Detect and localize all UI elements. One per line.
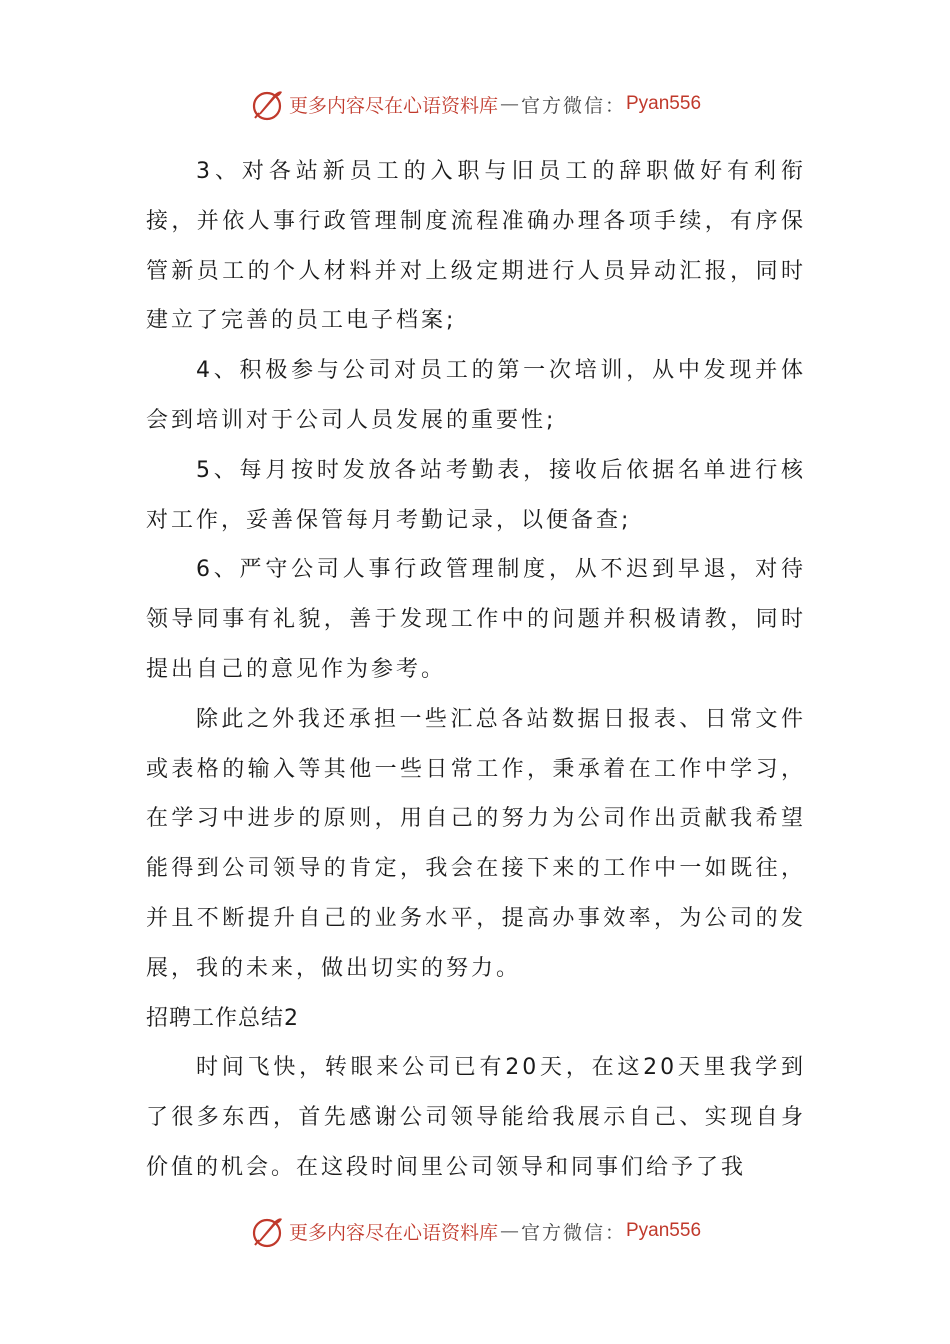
watermark-banner-bottom (0, 1211, 950, 1251)
paragraph-item-5: 5、每月按时发放各站考勤表，接收后依据名单进行核对工作，妥善保管每月考勤记录，以便备查; (146, 457, 806, 533)
watermark-official-label: 官方微信： (520, 94, 626, 117)
quill-pen-logo-icon (249, 86, 285, 122)
watermark-banner-top (0, 84, 950, 124)
paragraph-item-3: 3、对各站新员工的入职与旧员工的辞职做好有利衔接，并依人事行政管理制度流程准确办理各项手续，有序保管新员工的个人材料并对上级定期进行人员异动汇报，同时建立了完善的员工电子档案; (146, 159, 806, 334)
quill-pen-logo-icon (249, 1213, 285, 1249)
paragraph-item-6: 6、严守公司人事行政管理制度，从不迟到早退，对待领导同事有礼貌，善于发现工作中的问题并积极请教，同时提出自己的意见作为参考。 (146, 557, 806, 682)
paragraph-section-2-intro: 时间飞快，转眼来公司已有20天，在这20天里我学到了很多东西，首先感谢公司领导能给我展示自己、实现自身价值的机会。在这段时间里公司领导和同事们给予了我 (146, 1055, 806, 1180)
watermark-wechat-id: Pyan556 (626, 1220, 702, 1241)
section-heading: 招聘工作总结2 (146, 1005, 299, 1031)
document-body (146, 147, 806, 1193)
watermark-site-text: 更多内容尽在心语资料库 (288, 1221, 498, 1244)
watermark-official-label: 官方微信： (520, 1221, 626, 1244)
watermark-dash: — (499, 93, 519, 115)
paragraph-item-4: 4、积极参与公司对员工的第一次培训，从中发现并体会到培训对于公司人员发展的重要性; (146, 358, 806, 433)
paragraph-summary: 除此之外我还承担一些汇总各站数据日报表、日常文件或表格的输入等其他一些日常工作，秉承着在工作中学习，在学习中进步的原则，用自己的努力为公司作出贡献我希望能得到公司领导的肯定，我会在接下来的工作中一如既往，并且不断提升自己的业务水平，提高办事效率，为公司的发展，我的未来，做出切实的努力。 (146, 706, 806, 981)
watermark-site-text: 更多内容尽在心语资料库 (288, 94, 498, 117)
watermark-dash: — (499, 1220, 519, 1242)
watermark-wechat-id: Pyan556 (626, 93, 702, 114)
